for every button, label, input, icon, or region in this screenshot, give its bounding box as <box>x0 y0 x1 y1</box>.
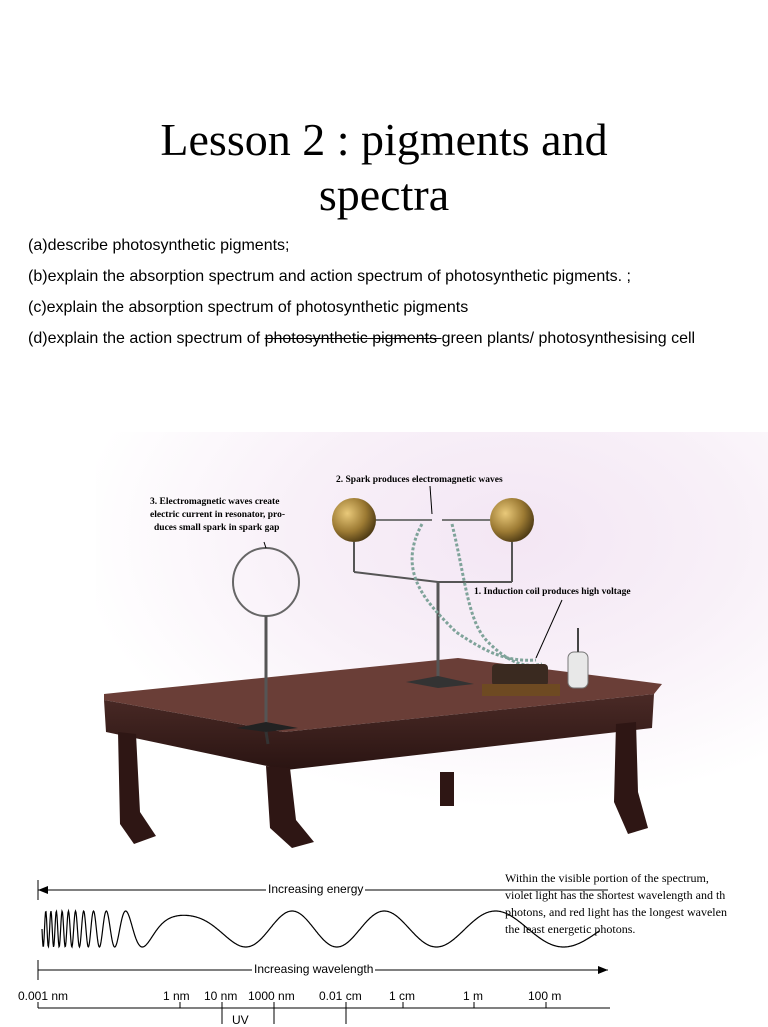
tick-label: 0.01 cm <box>319 989 362 1003</box>
objective-text: describe photosynthetic pigments; <box>47 237 290 254</box>
note-line: the least energetic photons. <box>505 922 636 936</box>
objective-c <box>28 296 748 319</box>
objective-text: explain the action spectrum of <box>47 330 265 347</box>
objective-label: (c) <box>28 299 47 316</box>
visible-spectrum-note <box>505 870 768 942</box>
title-line-1: Lesson 2 : pigments and <box>160 114 608 165</box>
objective-d <box>28 327 748 350</box>
tick-label: 1 cm <box>389 989 416 1003</box>
tick-label: 1 m <box>463 989 484 1003</box>
slide-title <box>0 112 768 222</box>
background-glow <box>96 432 768 850</box>
objective-label: (d) <box>28 330 48 347</box>
objectives-list <box>28 234 748 358</box>
struck-text: photosynthetic pigments <box>264 330 442 347</box>
apparatus-illustration <box>96 432 768 850</box>
induction-coil <box>492 664 548 686</box>
tick-label: 1000 nm <box>248 989 295 1003</box>
note-line: Within the visible portion of the spectrum, <box>505 871 709 885</box>
tick-label: 100 m <box>528 989 562 1003</box>
caption-resonator-line-1: 3. Electromagnetic waves create <box>150 497 280 507</box>
tick-label: 0.001 nm <box>18 989 69 1003</box>
uv-label: UV <box>232 1013 249 1027</box>
tick-label: 1 nm <box>163 989 190 1003</box>
note-line: violet light has the shortest wavelength and th <box>505 888 726 902</box>
objective-a <box>28 234 748 257</box>
objective-label: (a) <box>28 237 48 254</box>
energy-label: Increasing energy <box>268 882 364 896</box>
caption-spark: 2. Spark produces electromagnetic waves <box>336 475 503 485</box>
sphere-right <box>490 498 534 542</box>
objective-label: (b) <box>28 268 48 285</box>
battery-jar <box>568 652 588 688</box>
caption-resonator-line-2: electric current in resonator, pro- <box>150 510 285 520</box>
caption-resonator-line-3: duces small spark in spark gap <box>154 523 280 533</box>
wavelength-label: Increasing wavelength <box>254 962 374 976</box>
title-line-2: spectra <box>318 169 450 220</box>
note-line: photons, and red light has the longest wavelen <box>505 905 727 919</box>
table-leg <box>440 772 454 806</box>
hertz-apparatus-figure <box>96 432 768 850</box>
coil-base <box>482 684 560 696</box>
objective-text-replacement: green plants/ photosynthesising cell <box>441 330 696 347</box>
sphere-left <box>332 498 376 542</box>
objective-text: explain the absorption spectrum of photosynthetic pigments <box>46 299 469 316</box>
objective-text: explain the absorption spectrum and action spectrum of photosynthetic pigments. ; <box>47 268 631 285</box>
tick-label: 10 nm <box>204 989 238 1003</box>
caption-induction-coil: 1. Induction coil produces high voltage <box>474 587 631 597</box>
objective-b <box>28 265 748 288</box>
